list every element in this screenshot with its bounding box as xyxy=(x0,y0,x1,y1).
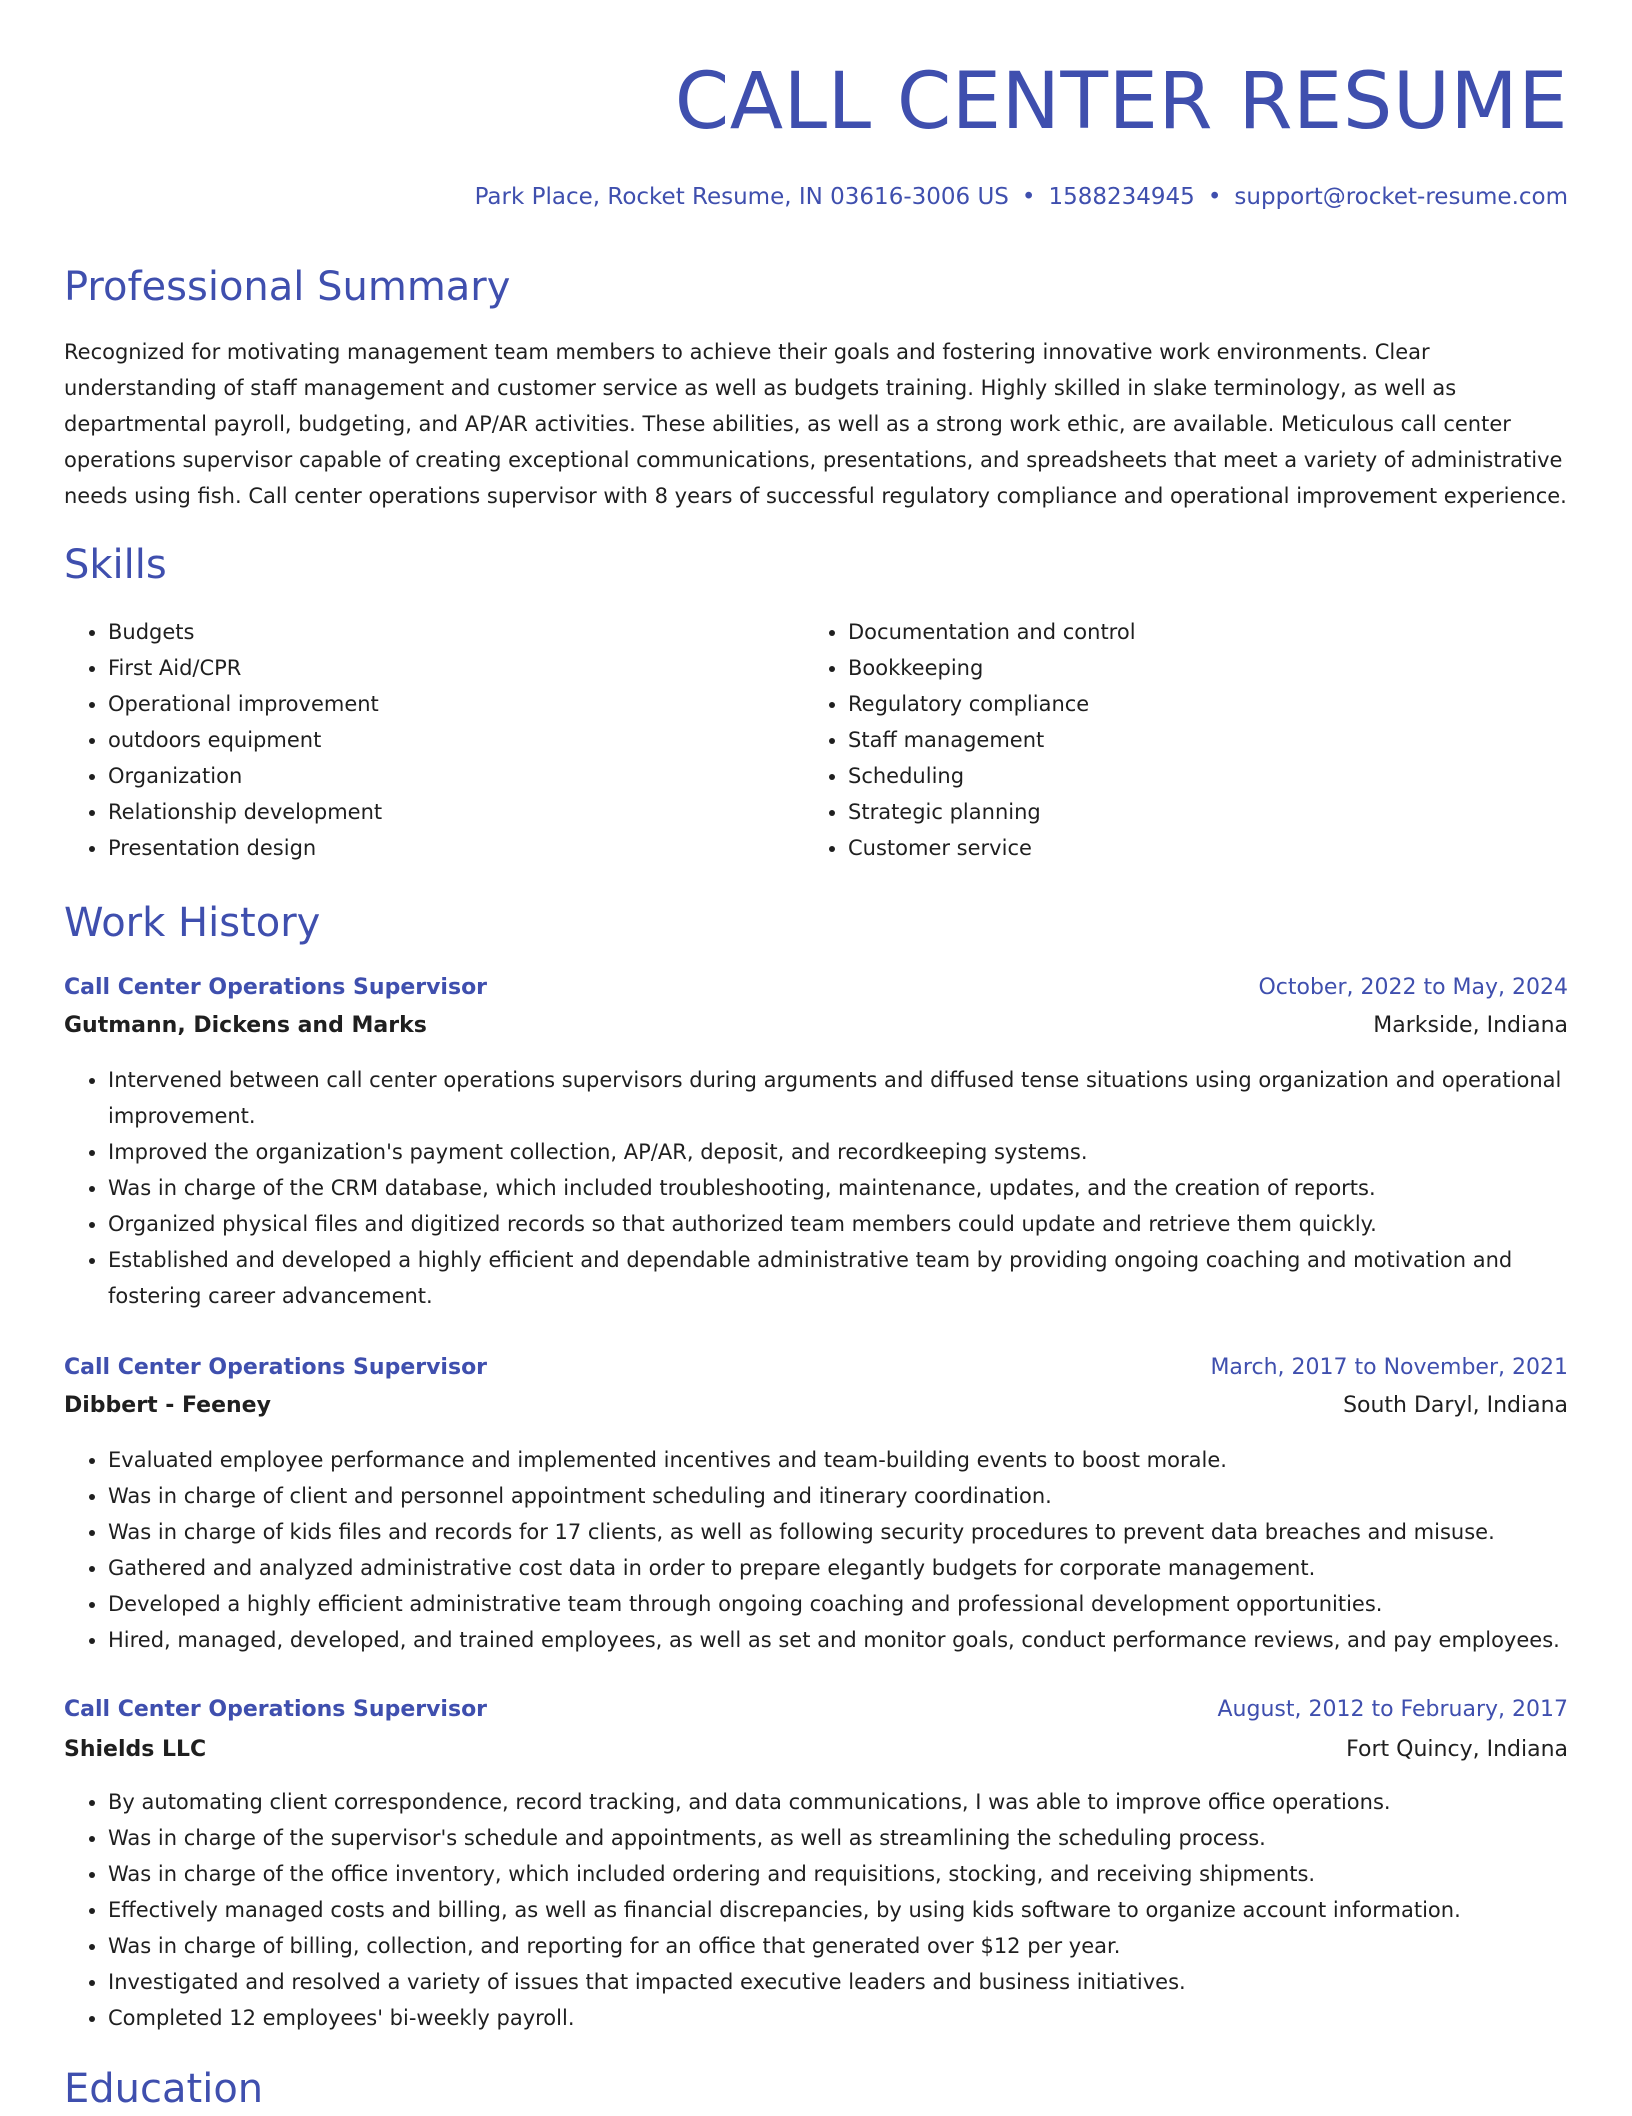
job-location: South Daryl, Indiana xyxy=(1343,1393,1568,1418)
job-company: Shields LLC xyxy=(64,1737,207,1762)
job-location: Markside, Indiana xyxy=(1373,1013,1568,1038)
resume-name: CALL CENTER RESUME xyxy=(674,57,1568,147)
job-dates: March, 2017 to November, 2021 xyxy=(1210,1355,1568,1380)
job-bullets-1 xyxy=(64,1062,1568,1314)
skill-item: • Presentation design xyxy=(108,830,764,866)
job-bullet: • Established and developed a highly efficient and dependable administrative team by providing ongoing coaching and motivation and fostering career advancement. xyxy=(108,1242,1568,1314)
job-bullet: • Intervened between call center operations supervisors during arguments and diffused tense situations using organization and operational improvement. xyxy=(108,1062,1568,1134)
job-bullet: • Was in charge of the supervisor's schedule and appointments, as well as streamlining the scheduling process. xyxy=(108,1820,1568,1856)
skill-item: • Staff management xyxy=(848,722,1504,758)
job-bullet: • Gathered and analyzed administrative cost data in order to prepare elegantly budgets for corporate management. xyxy=(108,1550,1568,1586)
job-bullet: • Developed a highly efficient administrative team through ongoing coaching and professional development opportunities. xyxy=(108,1586,1568,1622)
contact-email: support@rocket-resume.com xyxy=(1234,184,1568,210)
contact-address: Park Place, Rocket Resume, IN 03616-3006 US xyxy=(474,184,1009,210)
skills-heading: Skills xyxy=(64,542,167,588)
skill-item: • Strategic planning xyxy=(848,794,1504,830)
skill-item: • outdoors equipment xyxy=(108,722,764,758)
skill-item: • Budgets xyxy=(108,614,764,650)
job-bullet: • Evaluated employee performance and implemented incentives and team-building events to boost morale. xyxy=(108,1442,1568,1478)
summary-heading: Professional Summary xyxy=(64,264,511,310)
skills-right-column xyxy=(804,614,1504,866)
job-bullet: • Investigated and resolved a variety of issues that impacted executive leaders and business initiatives. xyxy=(108,1964,1568,2000)
contact-separator: • xyxy=(1207,184,1222,210)
job-bullet: • Was in charge of the CRM database, which included troubleshooting, maintenance, updates, and the creation of reports. xyxy=(108,1170,1568,1206)
job-bullet: • Hired, managed, developed, and trained employees, as well as set and monitor goals, conduct performance reviews, and pay employees. xyxy=(108,1622,1568,1658)
skills-list-right xyxy=(804,614,1504,866)
job-bullets-3 xyxy=(64,1784,1568,2036)
skills-list-left xyxy=(64,614,764,866)
skills-left-column xyxy=(64,614,764,866)
job-bullet: • Was in charge of kids files and records for 17 clients, as well as following security procedures to prevent data breaches and misuse. xyxy=(108,1514,1568,1550)
job-bullet: • Completed 12 employees' bi-weekly payroll. xyxy=(108,2000,1568,2036)
skill-item: • Operational improvement xyxy=(108,686,764,722)
job-bullets-2 xyxy=(64,1442,1568,1658)
job-bullet: • Was in charge of the office inventory, which included ordering and requisitions, stocking, and receiving shipments. xyxy=(108,1856,1568,1892)
work-history-heading: Work History xyxy=(64,900,321,946)
skill-item: • Organization xyxy=(108,758,764,794)
job-bullet: • By automating client correspondence, record tracking, and data communications, I was able to improve office operations. xyxy=(108,1784,1568,1820)
job-title: Call Center Operations Supervisor xyxy=(64,1355,488,1380)
job-dates: October, 2022 to May, 2024 xyxy=(1258,975,1568,1000)
job-title: Call Center Operations Supervisor xyxy=(64,1697,488,1722)
skill-item: • Scheduling xyxy=(848,758,1504,794)
skill-item: • Customer service xyxy=(848,830,1504,866)
job-title: Call Center Operations Supervisor xyxy=(64,975,488,1000)
skill-item: • Relationship development xyxy=(108,794,764,830)
contact-separator: • xyxy=(1021,184,1036,210)
contact-phone: 1588234945 xyxy=(1048,184,1195,210)
job-bullet: • Organized physical files and digitized records so that authorized team members could update and retrieve them quickly. xyxy=(108,1206,1568,1242)
job-bullet: • Was in charge of client and personnel appointment scheduling and itinerary coordination. xyxy=(108,1478,1568,1514)
job-bullet: • Improved the organization's payment collection, AP/AR, deposit, and recordkeeping systems. xyxy=(108,1134,1568,1170)
contact-line xyxy=(475,180,1568,214)
summary-text: Recognized for motivating management team members to achieve their goals and fostering innovative work environments. Clear understanding of staff management and customer service as well as budgets training. Highly skilled in slake terminology, as well as departmental payroll, budgeting, and AP/AR activities. These abilities, as well as a strong work ethic, are available. Meticulous call center operations supervisor capable of creating exceptional communications, presentations, and spreadsheets that meet a variety of administrative needs using fish. Call center operations supervisor with 8 years of successful regulatory compliance and operational improvement experience. xyxy=(64,340,1567,508)
skill-item: • Documentation and control xyxy=(848,614,1504,650)
skill-item: • Bookkeeping xyxy=(848,650,1504,686)
job-bullet: • Effectively managed costs and billing, as well as financial discrepancies, by using kids software to organize account information. xyxy=(108,1892,1568,1928)
job-dates: August, 2012 to February, 2017 xyxy=(1217,1697,1568,1722)
job-bullet: • Was in charge of billing, collection, and reporting for an office that generated over $12 per year. xyxy=(108,1928,1568,1964)
education-heading: Education xyxy=(64,2066,264,2112)
skill-item: • First Aid/CPR xyxy=(108,650,764,686)
skill-item: • Regulatory compliance xyxy=(848,686,1504,722)
job-location: Fort Quincy, Indiana xyxy=(1346,1737,1568,1762)
job-company: Dibbert - Feeney xyxy=(64,1393,271,1418)
job-company: Gutmann, Dickens and Marks xyxy=(64,1013,427,1038)
